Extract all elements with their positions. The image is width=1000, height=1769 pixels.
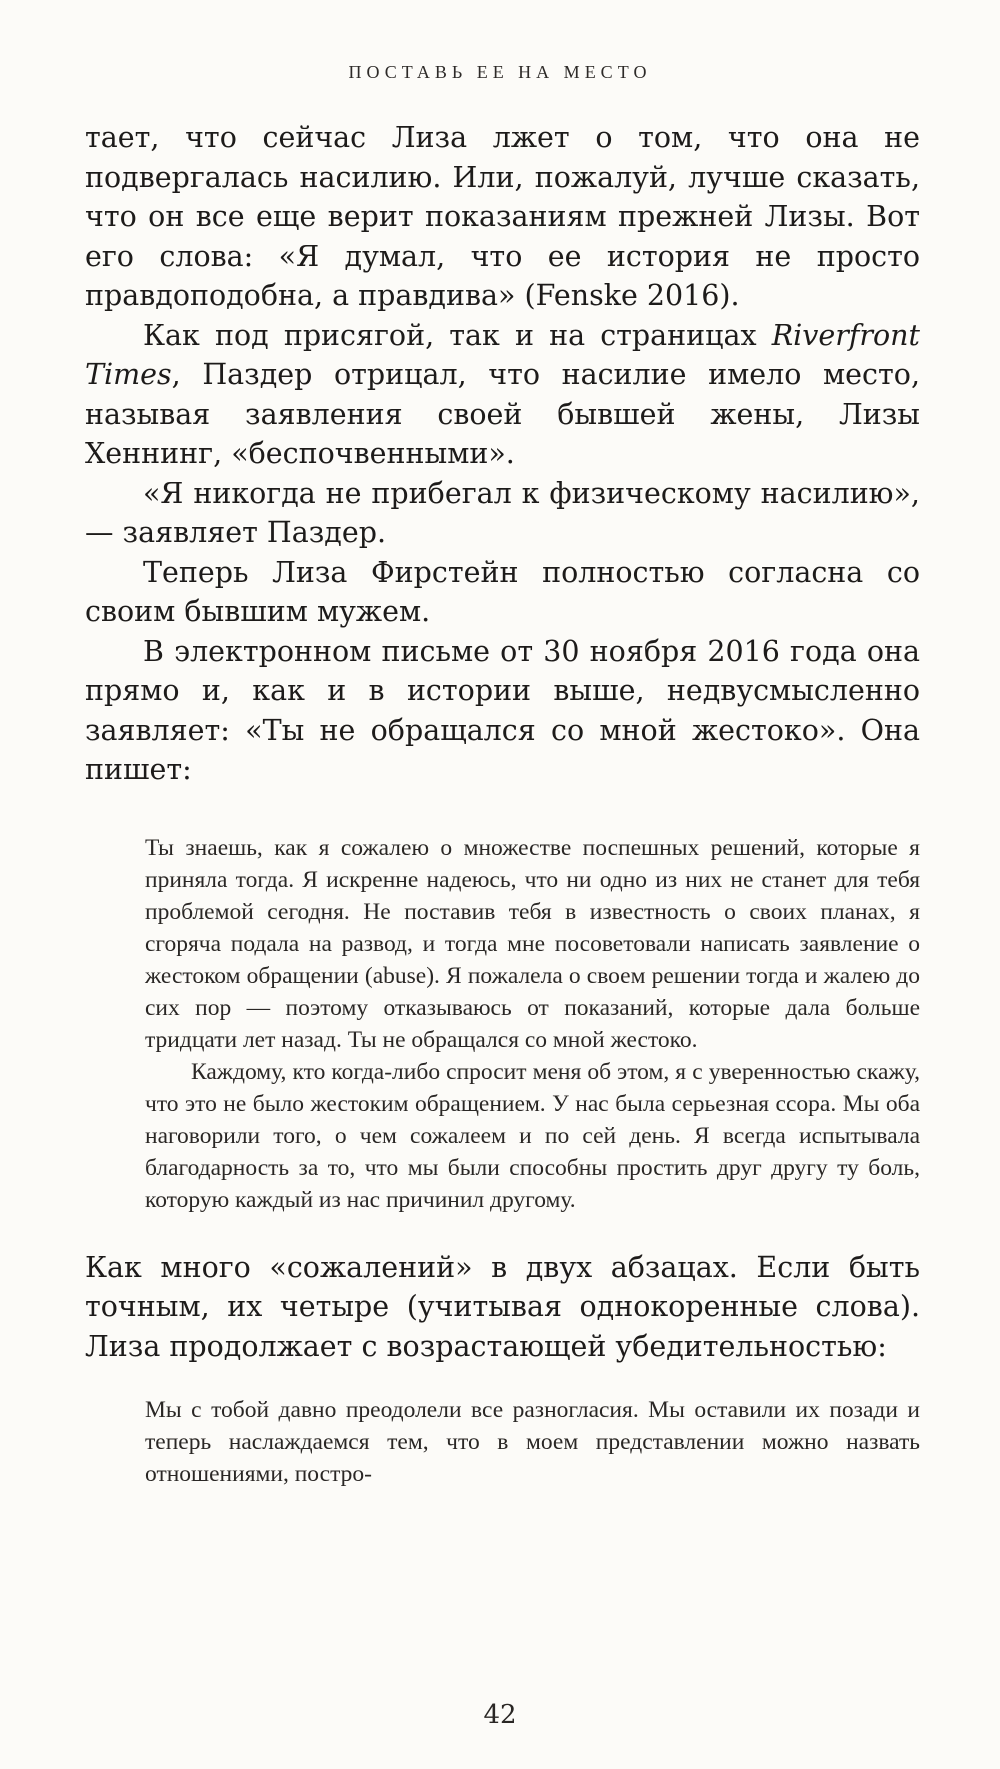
- paragraph-continued: тает, что сейчас Лиза лжет о том, что она не подвергалась насилию. Или, пожалуй, лучше сказать, что он все еще верит показаниям прежней Лизы. Вот его слова: «Я думал, что ее история не просто правдоподобна, а правдива» (Fenske 2016).: [85, 121, 920, 312]
- quote-paragraph: Мы с тобой давно преодолели все разногласия. Мы оставили их позади и теперь наслаждаемся тем, что в моем представлении можно назвать отношениями, постро-: [145, 1397, 920, 1487]
- block-quote-continued: [145, 1394, 920, 1490]
- quote-paragraph: Каждому, кто когда-либо спросит меня об этом, я с уверенностью скажу, что это не было жестоким обращением. У нас была серьезная ссора. Мы оба наговорили того, о чем сожалеем и по сей день. Я всегда испытывала благодарность за то, что мы были способны простить друг другу ту боль, которую каждый из нас причинил другому.: [145, 1058, 920, 1213]
- paragraph-pazder-quote: «Я никогда не прибегал к физическому насилию»,— заявляет Паздер.: [85, 476, 920, 549]
- body-text: [85, 118, 920, 1490]
- paragraph-email-intro: В электронном письме от 30 ноября 2016 года она прямо и, как и в истории выше, недвусмысленно заявляет: «Ты не обращался со мной жестоко». Она пишет:: [85, 634, 920, 786]
- paragraph-riverfront: [85, 316, 920, 474]
- paragraph-agreement: Теперь Лиза Фирстейн полностью согласна со своим бывшим мужем.: [85, 555, 920, 628]
- paragraph-regrets: Как много «сожалений» в двух абзацах. Если быть точным, их четыре (учитывая однокоренные слова). Лиза продолжает с возрастающей убедительностью:: [85, 1250, 920, 1363]
- page-number: 42: [483, 1700, 517, 1730]
- quote-paragraph: Ты знаешь, как я сожалею о множестве поспешных решений, которые я приняла тогда. Я искренне надеюсь, что ни одно из них не станет для тебя проблемой сегодня. Не поставив тебя в известность о своих планах, я сгоряча подала на развод, и тогда мне посоветовали написать заявление о жестоком обращении (abuse). Я пожалела о своем решении тогда и жалею до сих пор — поэтому отказываюсь от показаний, которые дала больше тридцати лет назад. Ты не обращался со мной жестоко.: [145, 834, 920, 1053]
- paragraph-riverfront-after: , Паздер отрицал, что насилие имело место, называя заявления своей бывшей жены, Лизы Хеннинг, «беспочвенными».: [85, 358, 920, 470]
- publication-title: Riverfront Times: [85, 318, 920, 391]
- paragraph-riverfront-before: Как под присягой, так и на страницах: [143, 318, 772, 352]
- block-quote-email: [145, 832, 920, 1216]
- running-head: ПОСТАВЬ ЕЕ НА МЕСТО: [348, 62, 652, 82]
